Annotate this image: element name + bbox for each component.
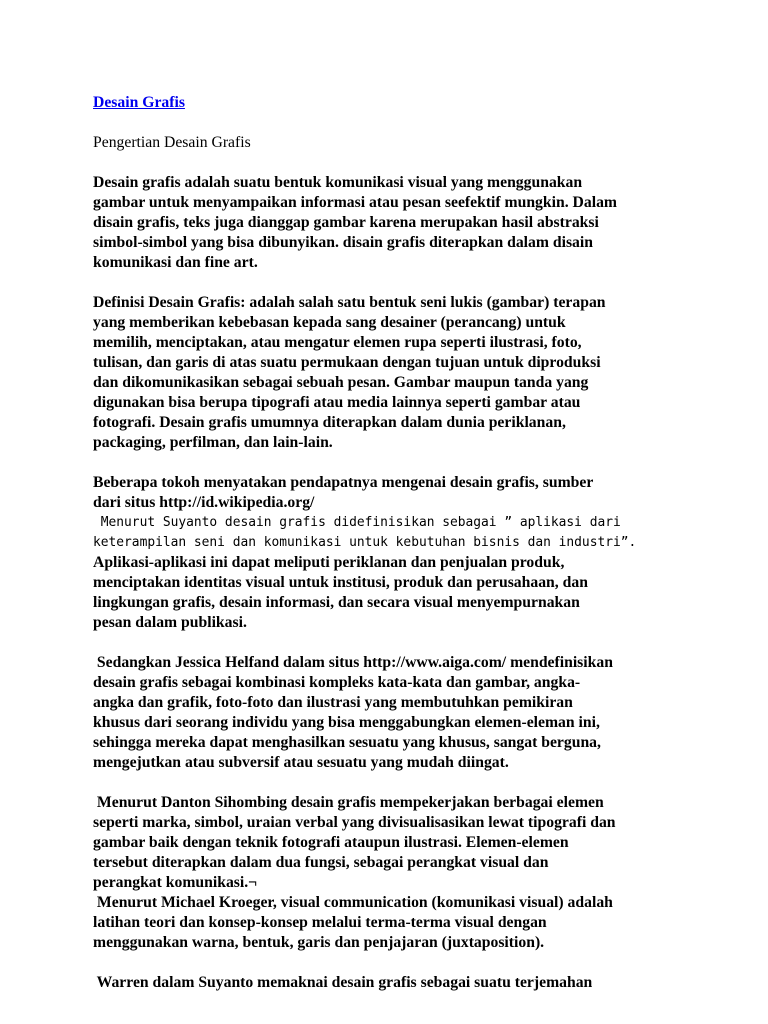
text-line: seperti marka, simbol, uraian verbal yang divisualisasikan lewat tipografi dan <box>93 814 616 831</box>
subtitle: Pengertian Desain Grafis <box>93 134 251 151</box>
text-line: digunakan bisa berupa tipografi atau media lainnya seperti gambar atau <box>93 394 581 411</box>
text-line: desain grafis sebagai kombinasi kompleks kata-kata dan gambar, angka- <box>93 674 581 691</box>
text-line: dari situs http://id.wikipedia.org/ <box>93 494 315 511</box>
text-line: dan dikomunikasikan sebagai sebuah pesan. Gambar maupun tanda yang <box>93 374 589 391</box>
text-line: gambar untuk menyampaikan informasi atau pesan seefektif mungkin. Dalam <box>93 194 617 211</box>
text-line: latihan teori dan konsep-konsep melalui terma-terma visual dengan <box>93 914 547 931</box>
text-line: khusus dari seorang individu yang bisa menggabungkan elemen-eleman ini, <box>93 714 600 731</box>
text-line: Menurut Danton Sihombing desain grafis mempekerjakan berbagai elemen <box>93 794 604 811</box>
text-line: disain grafis, teks juga dianggap gambar karena merupakan hasil abstraksi <box>93 214 599 231</box>
text-line: tersebut diterapkan dalam dua fungsi, sebagai perangkat visual dan <box>93 854 549 871</box>
text-line: memilih, menciptakan, atau mengatur elemen rupa seperti ilustrasi, foto, <box>93 334 582 351</box>
title-link[interactable]: Desain Grafis <box>93 94 185 111</box>
quote-line: keterampilan seni dan komunikasi untuk kebutuhan bisnis dan industri”. <box>93 535 637 550</box>
text-line: angka dan grafik, foto-foto dan ilustrasi yang membutuhkan pemikiran <box>93 694 573 711</box>
text-line: tulisan, dan garis di atas suatu permukaan dengan tujuan untuk diproduksi <box>93 354 601 371</box>
text-line: gambar baik dengan teknik fotografi ataupun ilustrasi. Elemen-elemen <box>93 834 569 851</box>
text-line: Desain grafis adalah suatu bentuk komunikasi visual yang menggunakan <box>93 174 583 191</box>
paragraph-warren <box>93 973 753 993</box>
paragraph-definisi <box>93 293 753 453</box>
text-line: Sedangkan Jessica Helfand dalam situs http://www.aiga.com/ mendefinisikan <box>93 654 613 671</box>
text-line: komunikasi dan fine art. <box>93 254 258 271</box>
paragraph-sihombing <box>93 793 753 953</box>
text-line: packaging, perfilman, dan lain-lain. <box>93 434 333 451</box>
text-line: perangkat komunikasi.¬ <box>93 874 258 891</box>
text-line: lingkungan grafis, desain informasi, dan secara visual menyempurnakan <box>93 594 580 611</box>
text-line: Warren dalam Suyanto memaknai desain grafis sebagai suatu terjemahan <box>93 974 593 991</box>
document-page <box>93 93 753 993</box>
text-line: mengejutkan atau subversif atau sesuatu yang mudah diingat. <box>93 754 509 771</box>
text-line: simbol-simbol yang bisa dibunyikan. disain grafis diterapkan dalam disain <box>93 234 593 251</box>
text-line: menciptakan identitas visual untuk institusi, produk dan perusahaan, dan <box>93 574 588 591</box>
text-line: yang memberikan kebebasan kepada sang desainer (perancang) untuk <box>93 314 566 331</box>
paragraph-definition <box>93 173 753 273</box>
text-line: fotografi. Desain grafis umumnya diterapkan dalam dunia periklanan, <box>93 414 566 431</box>
paragraph-tokoh <box>93 473 753 633</box>
text-line: Menurut Michael Kroeger, visual communication (komunikasi visual) adalah <box>93 894 613 911</box>
quote-line: Menurut Suyanto desain grafis didefinisikan sebagai ” aplikasi dari <box>93 515 621 530</box>
text-line: Beberapa tokoh menyatakan pendapatnya mengenai desain grafis, sumber <box>93 474 594 491</box>
paragraph-helfand <box>93 653 753 773</box>
text-line: Definisi Desain Grafis: adalah salah satu bentuk seni lukis (gambar) terapan <box>93 294 606 311</box>
text-line: sehingga mereka dapat menghasilkan sesuatu yang khusus, sangat berguna, <box>93 734 601 751</box>
text-line: pesan dalam publikasi. <box>93 614 247 631</box>
text-line: Aplikasi-aplikasi ini dapat meliputi periklanan dan penjualan produk, <box>93 554 565 571</box>
text-line: menggunakan warna, bentuk, garis dan penjajaran (juxtaposition). <box>93 934 545 951</box>
